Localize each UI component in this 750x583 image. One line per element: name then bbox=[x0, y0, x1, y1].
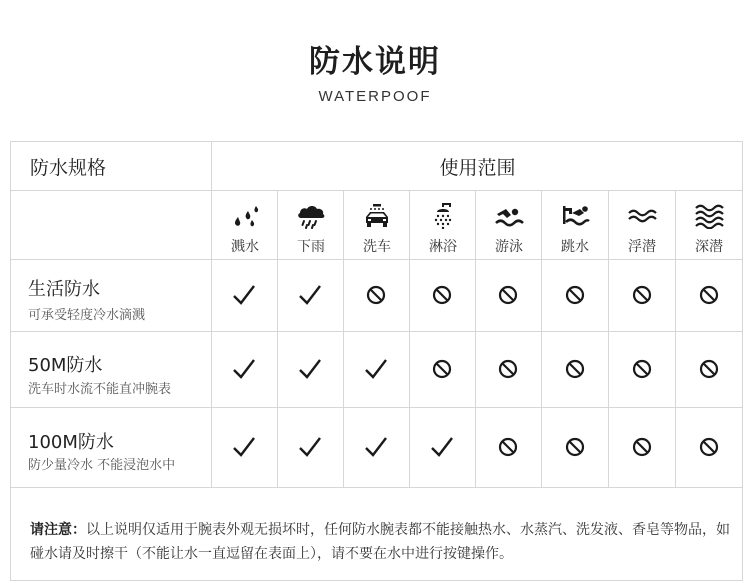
prohibited-icon bbox=[495, 356, 521, 382]
check-icon bbox=[297, 282, 323, 308]
scenario-label: 浮潜 bbox=[628, 239, 656, 255]
scenario-swim bbox=[476, 190, 542, 258]
table-divider bbox=[11, 487, 742, 488]
prohibited-icon bbox=[495, 282, 521, 308]
check-icon bbox=[363, 434, 389, 460]
check-icon bbox=[231, 356, 257, 382]
table-divider bbox=[11, 259, 742, 260]
check-icon bbox=[297, 434, 323, 460]
check-icon bbox=[429, 434, 455, 460]
waves-icon bbox=[627, 203, 657, 229]
prohibited-icon bbox=[562, 434, 588, 460]
prohibited-icon bbox=[696, 356, 722, 382]
check-icon bbox=[231, 434, 257, 460]
swimmer-icon bbox=[494, 203, 524, 229]
diver-icon bbox=[560, 203, 590, 229]
deep-waves-icon bbox=[694, 203, 724, 229]
car-wash-icon bbox=[362, 203, 392, 229]
prohibited-icon bbox=[629, 356, 655, 382]
note bbox=[30, 518, 730, 566]
scenario-label: 淋浴 bbox=[429, 239, 457, 255]
table-divider bbox=[11, 407, 742, 408]
scenario-label: 溅水 bbox=[231, 239, 259, 255]
rain-cloud-icon bbox=[296, 203, 326, 229]
page-subtitle: WATERPOOF bbox=[318, 88, 432, 105]
prohibited-icon bbox=[629, 434, 655, 460]
scenario-snorkel bbox=[609, 190, 675, 258]
note-label: 请注意： bbox=[30, 522, 86, 538]
prohibited-icon bbox=[696, 282, 722, 308]
check-icon bbox=[297, 356, 323, 382]
prohibited-icon bbox=[562, 282, 588, 308]
scenario-label: 洗车 bbox=[363, 239, 391, 255]
note-text: 以上说明仅适用于腕表外观无损坏时，任何防水腕表都不能接触热水、水蒸汽、洗发液、香皂等物品，如碰水请及时擦干（不能让水一直逗留在表面上），请不要在水中进行按键操作。 bbox=[30, 522, 730, 562]
table-divider bbox=[11, 331, 742, 332]
prohibited-icon bbox=[363, 282, 389, 308]
scenario-car-wash bbox=[344, 190, 410, 258]
scenario-splash bbox=[212, 190, 278, 258]
scenario-deep-dive bbox=[676, 190, 742, 258]
row-title: 50M防水 bbox=[28, 355, 103, 376]
prohibited-icon bbox=[629, 282, 655, 308]
prohibited-icon bbox=[429, 282, 455, 308]
row-title: 生活防水 bbox=[28, 279, 100, 300]
spec-header: 防水规格 bbox=[30, 157, 107, 179]
prohibited-icon bbox=[696, 434, 722, 460]
scenario-rain bbox=[278, 190, 344, 258]
prohibited-icon bbox=[495, 434, 521, 460]
range-header: 使用范围 bbox=[439, 157, 516, 179]
prohibited-icon bbox=[562, 356, 588, 382]
page-title: 防水说明 bbox=[309, 44, 441, 80]
row-title: 100M防水 bbox=[28, 432, 114, 453]
scenario-label: 游泳 bbox=[495, 239, 523, 255]
row-desc: 洗车时水流不能直冲腕表 bbox=[28, 382, 172, 397]
splash-drops-icon bbox=[230, 203, 260, 229]
scenario-dive bbox=[542, 190, 608, 258]
shower-icon bbox=[428, 203, 458, 229]
check-icon bbox=[231, 282, 257, 308]
row-desc: 可承受轻度冷水滴溅 bbox=[28, 308, 146, 323]
scenario-label: 跳水 bbox=[561, 239, 589, 255]
row-desc: 防少量冷水 不能浸泡水中 bbox=[28, 458, 176, 473]
scenario-label: 下雨 bbox=[297, 239, 325, 255]
waterproof-table bbox=[10, 141, 743, 581]
check-icon bbox=[363, 356, 389, 382]
scenario-label: 深潜 bbox=[695, 239, 723, 255]
prohibited-icon bbox=[429, 356, 455, 382]
scenario-shower bbox=[410, 190, 476, 258]
